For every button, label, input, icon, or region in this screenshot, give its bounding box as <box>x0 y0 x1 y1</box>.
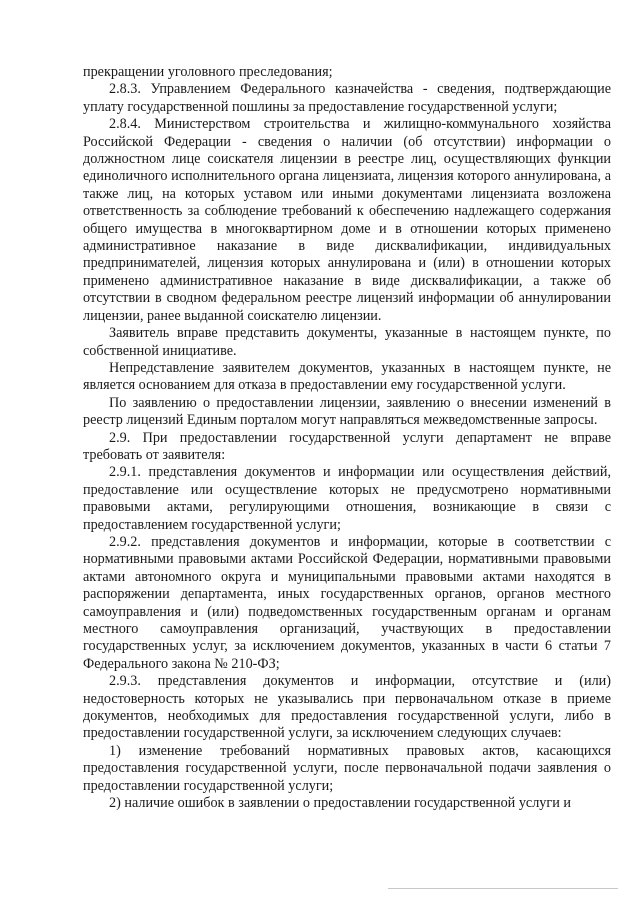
paragraph-2-9: 2.9. При предоставлении государственной услуги департамент не вправе требовать от заявителя: <box>83 429 611 463</box>
paragraph-continued: прекращении уголовного преследования; <box>83 64 333 80</box>
paragraph-2-9-2: 2.9.2. представления документов и информации, которые в соответствии с нормативными правовыми актами Российской Федерации, нормативными правовыми актами автономного округа и муниципальными правовыми актами находятся в распоряжении департамента, иных государственных органов, органов местного самоуправления и (или) подведомственных государственным органам и органам местного самоуправления организаций, участвующих в предоставлении государственных услуг, за исключением документов, указанных в части 6 статьи 7 Федерального закона № 210-ФЗ; <box>83 533 611 672</box>
paragraph-non-submission: Непредставление заявителем документов, указанных в настоящем пункте, не является основанием для отказа в предоставлении ему государственной услуги. <box>83 359 611 394</box>
paragraph-portal-requests: По заявлению о предоставлении лицензии, заявлению о внесении изменений в реестр лицензий Единым порталом могут направляться межведомственные запросы. <box>83 394 611 429</box>
paragraph-case-1: 1) изменение требований нормативных правовых актов, касающихся предоставления государственной услуги, после первоначальной подачи заявления о предоставлении государственной услуги; <box>83 742 611 794</box>
document-page <box>83 64 611 812</box>
page-bottom-rule <box>388 888 618 889</box>
paragraph-case-2: 2) наличие ошибок в заявлении о предоставлении государственной услуги и <box>109 795 571 812</box>
paragraph-2-8-3: 2.8.3. Управлением Федерального казначейства - сведения, подтверждающие уплату государственной пошлины за предоставление государственной услуги; <box>83 81 611 115</box>
paragraph-2-8-4: 2.8.4. Министерством строительства и жилищно-коммунального хозяйства Российской Федерации - сведения о наличии (об отсутствии) информации о должностном лице соискателя лицензии в реестре лиц, осуществляющих функции единоличного исполнительного органа лицензиата, лицензия которого аннулирована, а также лиц, на которых уставом или иными документами лицензиата возложена ответственность за соблюдение требований к обеспечению надлежащего содержания общего имущества в многоквартирном доме и в отношении которых применено административное наказание в виде дисквалификации, индивидуальных предпринимателей, лицензия которых аннулирована и (или) в отношении которых применено административное наказание в виде дисквалификации, а также об отсутствии в сводном федеральном реестре лицензий информации об аннулировании лицензии, ранее выданной соискателю лицензии. <box>83 116 611 324</box>
paragraph-2-9-3: 2.9.3. представления документов и информации, отсутствие и (или) недостоверность которых не указывались при первоначальном отказе в приеме документов, необходимых для предоставления государственной услуги, либо в предоставлении государственной услуги, за исключением следующих случаев: <box>83 673 611 742</box>
paragraph-applicant-right: Заявитель вправе представить документы, указанные в настоящем пункте, по собственной инициативе. <box>83 325 611 359</box>
paragraph-2-9-1: 2.9.1. представления документов и информации или осуществления действий, предоставление или осуществление которых не предусмотрено нормативными правовыми актами, регулирующими отношения, возникающие в связи с предоставлением государственной услуги; <box>83 464 611 533</box>
